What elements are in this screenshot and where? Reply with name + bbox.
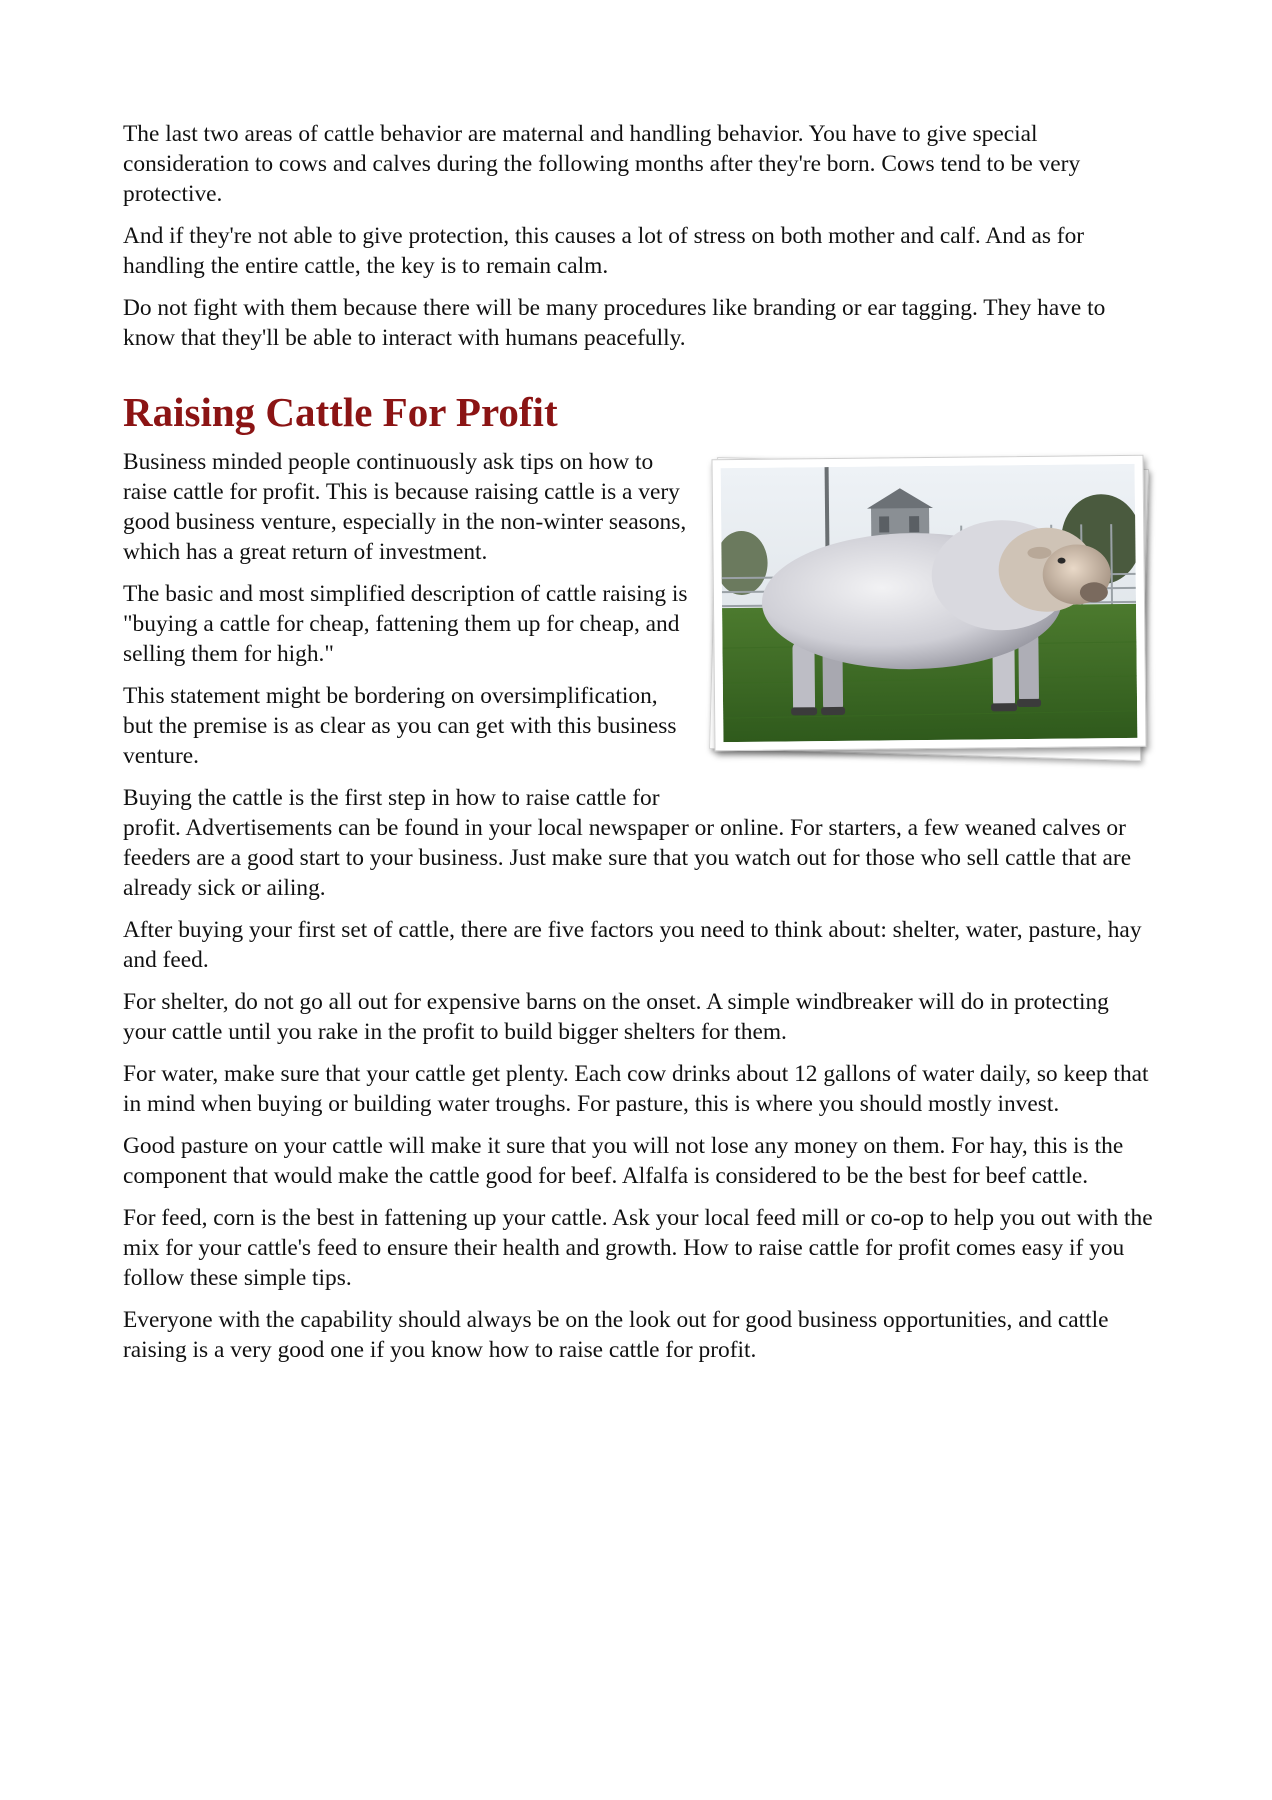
bull-image — [721, 464, 1138, 742]
section-paragraph-4: Buying the cattle is the first step in how to raise cattle for profit. Advertisements can be found in your local newspaper or online. For starters, a few weaned calves or feeders are a good start to your business. Just make sure that you watch out for those who sell cattle that are already sick or ailing. — [123, 785, 1132, 901]
photo-frame — [711, 455, 1146, 752]
page-content — [123, 119, 1153, 1377]
section-paragraph-2: The basic and most simplified description of cattle raising is "buying a cattle for cheap, fattening them up for cheap, and selling them for high." — [123, 581, 688, 667]
intro-paragraph-1: The last two areas of cattle behavior are maternal and handling behavior. You have to give special consideration to cows and calves during the following months after they're born. Cows tend to be very protective. — [123, 121, 1081, 207]
section-paragraph-5: After buying your first set of cattle, there are five factors you need to think about: shelter, water, pasture, hay and feed. — [123, 917, 1142, 973]
section-paragraph-3: This statement might be bordering on oversimplification, but the premise is as clear as you can get with this business venture. — [123, 683, 677, 769]
section-paragraph-10: Everyone with the capability should always be on the look out for good business opportunities, and cattle raising is a very good one if you know how to raise cattle for profit. — [123, 1307, 1109, 1363]
section-paragraph-7: For water, make sure that your cattle get plenty. Each cow drinks about 12 gallons of water daily, so keep that in mind when buying or building water troughs. For pasture, this is where you should mostly invest. — [123, 1061, 1149, 1117]
cattle-photo — [707, 449, 1153, 777]
section-paragraph-9: For feed, corn is the best in fattening up your cattle. Ask your local feed mill or co-op to help you out with the mix for your cattle's feed to ensure their health and growth. How to raise cattle for profit comes easy if you follow these simple tips. — [123, 1205, 1153, 1291]
section-title: Raising Cattle For Profit — [123, 389, 558, 435]
section-paragraph-1: Business minded people continuously ask tips on how to raise cattle for profit. This is because raising cattle is a very good business venture, especially in the non-winter seasons, which has a great return of investment. — [123, 449, 687, 565]
intro-paragraph-2: And if they're not able to give protection, this causes a lot of stress on both mother and calf. And as for handling the entire cattle, the key is to remain calm. — [123, 223, 1085, 279]
section-paragraph-8: Good pasture on your cattle will make it sure that you will not lose any money on them. For hay, this is the component that would make the cattle good for beef. Alfalfa is considered to be the best for beef cattle. — [123, 1133, 1124, 1189]
intro-paragraph-3: Do not fight with them because there will be many procedures like branding or ear tagging. They have to know that they'll be able to interact with humans peacefully. — [123, 295, 1106, 351]
section-paragraph-6: For shelter, do not go all out for expensive barns on the onset. A simple windbreaker will do in protecting your cattle until you rake in the profit to build bigger shelters for them. — [123, 989, 1109, 1045]
